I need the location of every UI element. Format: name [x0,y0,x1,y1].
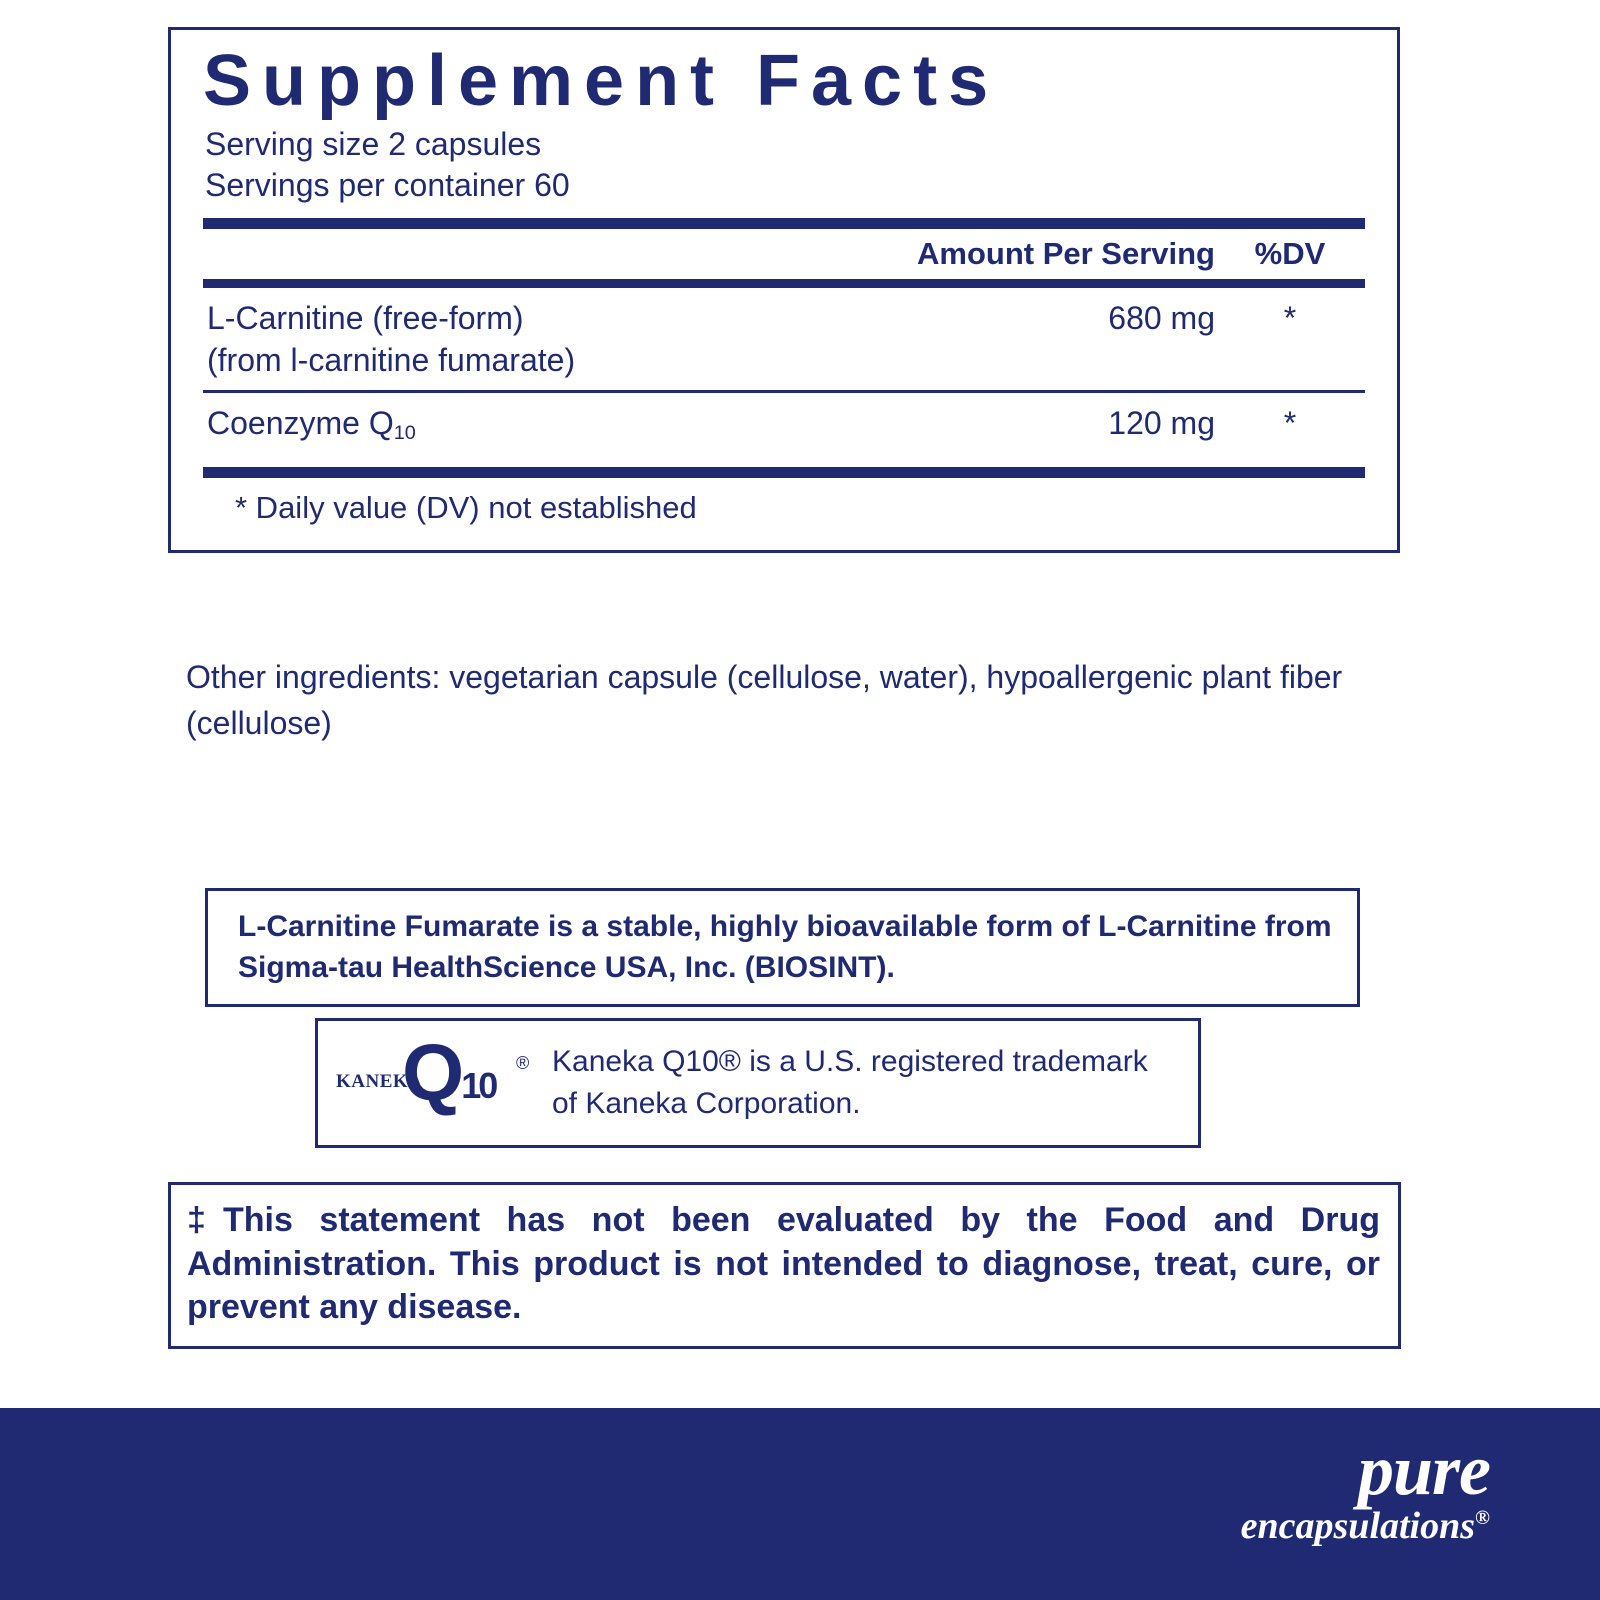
ingredient-dv-coq10: * [1283,404,1297,441]
other-ingredients: Other ingredients: vegetarian capsule (cellulose, water), hypoallergenic plant fiber (cellulose) [186,659,1343,741]
ingredient-name-coq10 [207,402,955,446]
brand-footer [0,1408,1600,1600]
ingredient-name-line1: L-Carnitine (free-form) [207,299,524,336]
header-percent-dv: %DV [1254,235,1326,271]
kaneka-trademark-text [552,1035,1148,1125]
kaneka-logo-q: Q10 [402,1028,496,1117]
ingredient-amount-carnitine: 680 mg [1108,299,1215,336]
kaneka-logo-registered-icon: ® [516,1053,530,1073]
ingredient-name-line1: Coenzyme Q [207,404,394,441]
kaneka-logo-subscript: 10 [461,1065,496,1106]
page-title: Supplement Facts [203,41,1000,121]
kaneka-q10-logo-icon [334,1028,530,1131]
servings-per-container: Servings per container 60 [205,166,570,203]
ingredient-name-subscript: 10 [393,421,416,444]
kaneka-trademark-box [315,1018,1201,1148]
header-amount-per-serving: Amount Per Serving [917,235,1215,271]
fda-disclaimer-box: ‡This statement has not been evaluated by the Food and Drug Administration. This product is not intended to diagnose, treat, cure, or prevent any disease. [168,1182,1401,1349]
brand-subtitle: encapsulations® [1240,1505,1490,1548]
supplement-facts-panel [168,27,1400,553]
serving-size: Serving size 2 capsules [205,125,542,162]
brand-name: pure [1357,1430,1490,1510]
ingredient-name-line2: (from l-carnitine fumarate) [207,341,576,378]
kaneka-text-line2: of Kaneka Corporation. [552,1087,861,1120]
divider-thick-bottom [203,467,1365,478]
ingredient-dv-carnitine: * [1283,299,1297,336]
kaneka-text-line1: Kaneka Q10® is a U.S. registered trademark [552,1045,1148,1078]
ingredient-name-carnitine [207,297,955,381]
table-header-row [189,229,1379,279]
divider-medium [203,279,1365,288]
kaneka-logo-wordmark: KANEKA [336,1071,423,1092]
registered-trademark-icon: ® [1475,1507,1490,1530]
divider-thick-top [203,218,1365,229]
ingredient-amount-coq10: 120 mg [1108,404,1215,441]
table-row [189,288,1379,390]
carnitine-fumarate-claim-box: L-Carnitine Fumarate is a stable, highly bioavailable form of L-Carnitine from Sigma-tau HealthScience USA, Inc. (BIOSINT). [205,888,1360,1007]
brand-logo [1240,1430,1490,1548]
table-row [189,393,1379,455]
daily-value-footnote: * Daily value (DV) not established [235,490,697,526]
